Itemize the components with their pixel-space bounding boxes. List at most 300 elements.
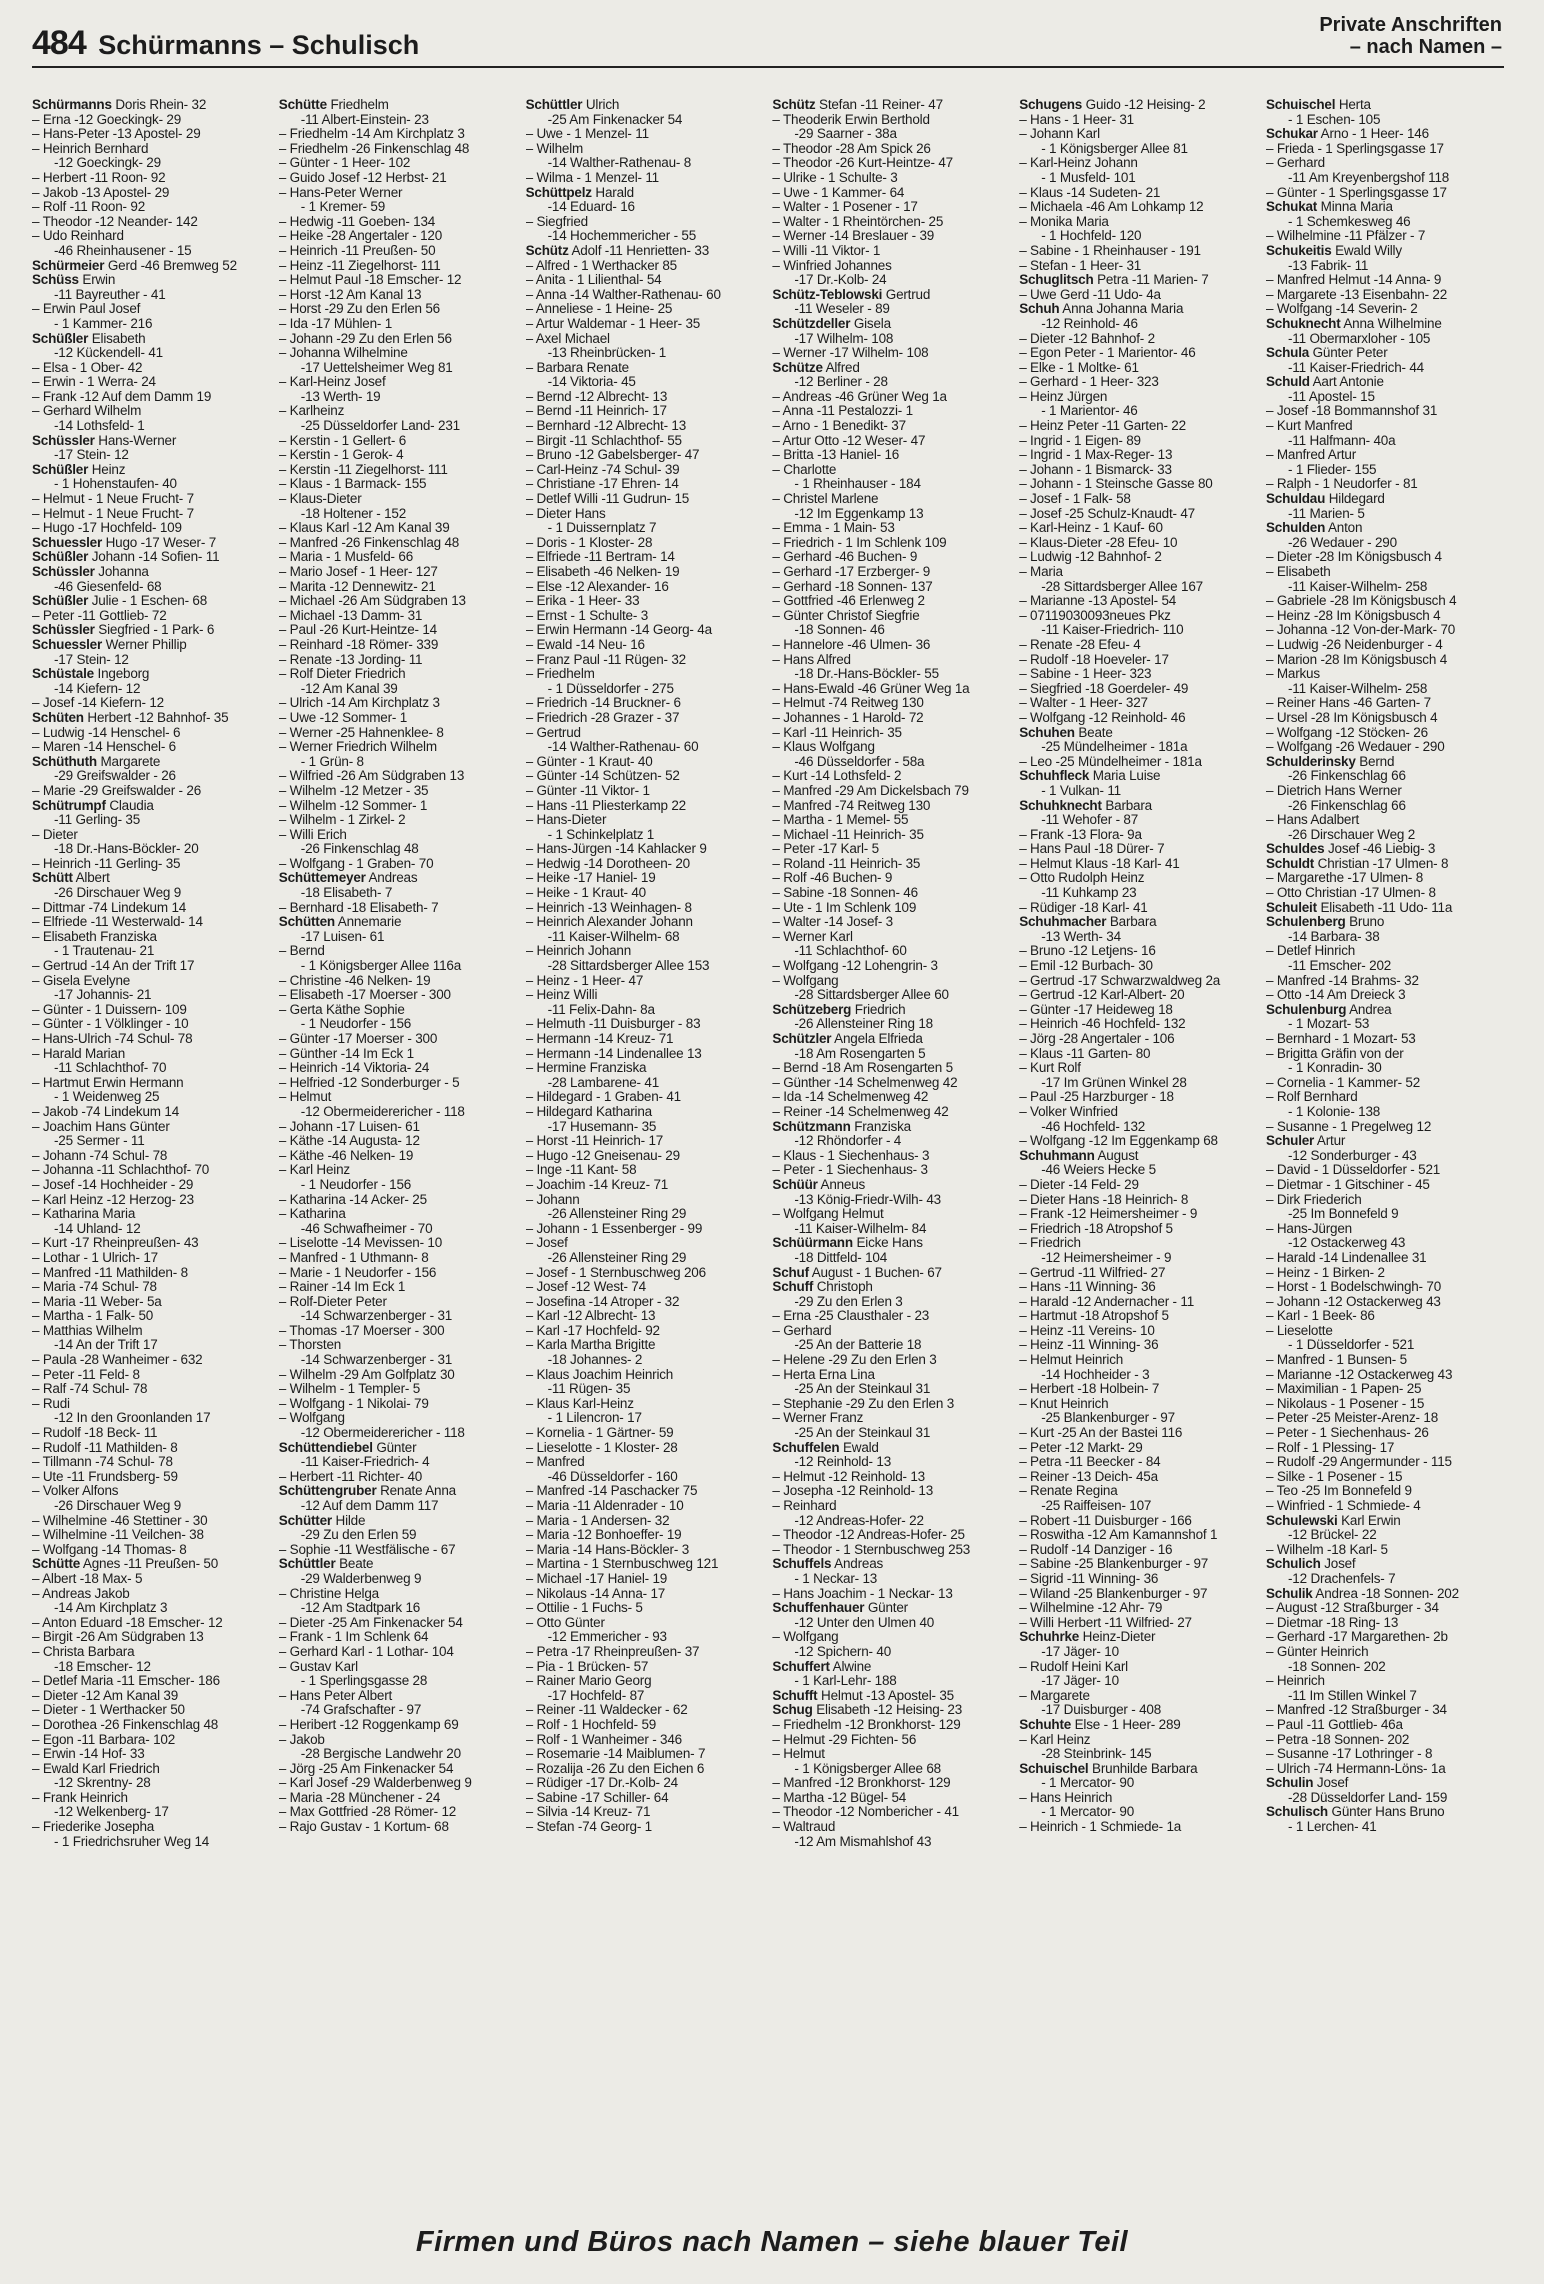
- entry-surname: Schütte: [32, 1557, 81, 1572]
- directory-entry: [1266, 1017, 1504, 1032]
- directory-entry: [1019, 259, 1257, 274]
- entry-surname: Schukar: [1265, 127, 1318, 142]
- directory-entry: [526, 1382, 764, 1397]
- directory-entry: [279, 1791, 517, 1806]
- directory-entry: [32, 1426, 270, 1441]
- directory-entry: [772, 1266, 1010, 1281]
- directory-entry: [526, 127, 764, 142]
- entry-text: – Ralf -74 Schul- 78: [32, 1382, 148, 1397]
- directory-entry: [772, 434, 1010, 449]
- entry-text: Heinz-Dieter: [1082, 1630, 1156, 1645]
- directory-entry: [1266, 390, 1504, 405]
- directory-entry: [279, 1353, 517, 1368]
- entry-text: – Rolf - 1 Hochfeld- 59: [525, 1717, 657, 1732]
- directory-entry: [1019, 273, 1257, 288]
- entry-text: – Ludwig -12 Bahnhof- 2: [1019, 550, 1162, 565]
- directory-entry: [279, 1499, 517, 1514]
- entry-text: -18 Dr.-Hans-Böckler- 55: [794, 667, 939, 682]
- directory-entry: [32, 565, 270, 580]
- entry-text: – Frank - 1 Im Schlenk 64: [278, 1630, 429, 1645]
- directory-entry: [772, 580, 1010, 595]
- entry-text: – Rolf-Dieter Peter: [278, 1294, 387, 1309]
- directory-entry: [1266, 1587, 1504, 1602]
- directory-entry: [32, 682, 270, 697]
- directory-entry: [772, 1733, 1010, 1748]
- directory-entry: [32, 244, 270, 259]
- directory-entry: [526, 1222, 764, 1237]
- entry-text: -12 Obermeiderericher - 118: [300, 1104, 465, 1119]
- entry-surname: Schüttler: [278, 1557, 336, 1572]
- entry-text: -12 Ostackerweg 43: [1287, 1236, 1406, 1251]
- entry-text: – Marianne -13 Apostel- 54: [1019, 594, 1177, 609]
- directory-entry: [32, 594, 270, 609]
- directory-entry: [1266, 784, 1504, 799]
- entry-text: – Josef -25 Schulz-Knaudt- 47: [1019, 506, 1195, 521]
- entry-text: – Detlef Willi -11 Gudrun- 15: [525, 492, 690, 507]
- directory-entry: [772, 974, 1010, 989]
- entry-text: – Marianne -12 Ostackerweg 43: [1265, 1367, 1453, 1382]
- directory-entry: [526, 390, 764, 405]
- directory-entry: [772, 1295, 1010, 1310]
- directory-entry: [772, 609, 1010, 624]
- entry-surname: Schulik: [1265, 1586, 1313, 1601]
- directory-entry: [1019, 1149, 1257, 1164]
- entry-text: – Christiane -17 Ehren- 14: [525, 477, 679, 492]
- directory-entry: [1019, 1587, 1257, 1602]
- entry-text: – Hans Heinrich: [1019, 1790, 1113, 1805]
- entry-text: – Joachim -14 Kreuz- 71: [525, 1177, 669, 1192]
- directory-entry: [1266, 1047, 1504, 1062]
- directory-entry: [772, 1514, 1010, 1529]
- directory-entry: [1266, 1762, 1504, 1777]
- entry-surname: Schuleit: [1265, 900, 1317, 915]
- directory-entry: [526, 799, 764, 814]
- directory-entry: [1266, 1236, 1504, 1251]
- entry-text: – Klaus -11 Garten- 80: [1019, 1046, 1151, 1061]
- entry-text: – Leo -25 Mündelheimer - 181a: [1019, 754, 1202, 769]
- entry-text: – Rozalija -26 Zu den Eichen 6: [525, 1761, 705, 1776]
- directory-entry: [32, 1047, 270, 1062]
- directory-entry: [1019, 1820, 1257, 1835]
- directory-entry: [1019, 1134, 1257, 1149]
- entry-text: – Klaus - 1 Siechenhaus- 3: [772, 1148, 930, 1163]
- entry-text: -12 In den Groonlanden 17: [54, 1411, 211, 1426]
- directory-entry: [32, 1149, 270, 1164]
- entry-text: – Dirk Friederich: [1265, 1192, 1362, 1207]
- entry-text: Barbara: [1109, 915, 1157, 930]
- entry-text: Anton: [1327, 521, 1363, 536]
- directory-entry: [32, 1280, 270, 1295]
- entry-text: – Wilhelm - 1 Zirkel- 2: [278, 813, 406, 828]
- entry-text: – Wolfgang Helmut: [772, 1207, 884, 1222]
- entry-text: -12 Sonderburger - 43: [1287, 1148, 1417, 1163]
- directory-entry: [1266, 1689, 1504, 1704]
- entry-text: Andreas: [368, 871, 418, 886]
- entry-text: – Harald -14 Lindenallee 31: [1265, 1250, 1427, 1265]
- entry-surname: Schuh: [1019, 302, 1060, 317]
- directory-entry: [772, 1703, 1010, 1718]
- entry-text: – Hans-Jürgen: [1265, 1221, 1352, 1236]
- entry-text: Friedrich: [854, 1002, 906, 1017]
- entry-text: Johanna: [98, 565, 149, 579]
- entry-text: – Theodor -12 Nombericher - 41: [772, 1805, 959, 1820]
- entry-text: – Günter -11 Viktor- 1: [525, 783, 650, 798]
- entry-text: – Britta -13 Haniel- 16: [772, 448, 900, 463]
- directory-entry: [279, 1718, 517, 1733]
- entry-text: – Rolf - 1 Wanheimer - 346: [525, 1732, 682, 1747]
- entry-text: – Axel Michael: [525, 331, 610, 346]
- entry-text: – Gerhard -17 Erzberger- 9: [772, 565, 931, 579]
- entry-text: Werner Phillip: [105, 637, 187, 652]
- directory-entry: [1019, 857, 1257, 872]
- entry-text: – Theodor - 1 Sternbuschweg 253: [772, 1542, 971, 1557]
- directory-entry: [526, 1309, 764, 1324]
- entry-text: Erwin: [82, 273, 116, 288]
- entry-text: Gisela: [853, 316, 891, 331]
- directory-entry: [526, 536, 764, 551]
- directory-entry: [1019, 1193, 1257, 1208]
- entry-text: – Otto -14 Am Dreieck 3: [1265, 988, 1406, 1003]
- directory-entry: [32, 434, 270, 449]
- entry-surname: Schüthuth: [32, 754, 97, 769]
- directory-entry: [32, 463, 270, 478]
- entry-text: – Manfred Helmut -14 Anna- 9: [1265, 273, 1442, 288]
- directory-entry: [526, 974, 764, 989]
- entry-text: - 1 Duissernplatz 7: [547, 521, 657, 536]
- directory-entry: [526, 1003, 764, 1018]
- entry-text: – Johanna Wilhelmine: [278, 346, 408, 361]
- directory-entry: [279, 1368, 517, 1383]
- entry-text: – Heinz - 1 Birken- 2: [1265, 1265, 1385, 1280]
- entry-text: Arno - 1 Heer- 146: [1320, 127, 1429, 142]
- directory-entry: [1266, 142, 1504, 157]
- entry-text: – Frank -12 Heimersheimer - 9: [1019, 1207, 1198, 1222]
- directory-entry: [1266, 302, 1504, 317]
- directory-entry: [526, 186, 764, 201]
- entry-text: -17 Johannis- 21: [54, 988, 152, 1003]
- directory-entry: [526, 1805, 764, 1820]
- directory-entry: [32, 1557, 270, 1572]
- directory-entry: [1266, 1572, 1504, 1587]
- directory-entry: [1019, 901, 1257, 916]
- entry-text: – Dieter -12 Bahnhof- 2: [1019, 331, 1155, 346]
- directory-entry: [526, 1660, 764, 1675]
- directory-entry: [32, 580, 270, 595]
- entry-text: – Wilhelm -18 Karl- 5: [1265, 1542, 1388, 1557]
- directory-entry: [32, 200, 270, 215]
- directory-entry: [279, 799, 517, 814]
- directory-entry: [279, 142, 517, 157]
- entry-text: -12 Rhöndorfer - 4: [794, 1134, 902, 1149]
- directory-entry: [526, 1514, 764, 1529]
- entry-text: – Hans Alfred: [772, 652, 851, 667]
- directory-entry: [1019, 229, 1257, 244]
- entry-text: – Volker Alfons: [32, 1484, 119, 1499]
- directory-entry: [526, 988, 764, 1003]
- entry-text: -14 Schwarzenberger - 31: [300, 1309, 453, 1324]
- directory-entry: [772, 1470, 1010, 1485]
- directory-entry: [32, 974, 270, 989]
- entry-text: – Wilhelmine -11 Pfälzer - 7: [1265, 229, 1426, 244]
- directory-entry: [1266, 156, 1504, 171]
- directory-entry: [279, 930, 517, 945]
- directory-entry: [279, 273, 517, 288]
- entry-text: – Maria -74 Schul- 78: [32, 1280, 157, 1295]
- directory-entry: [1019, 1236, 1257, 1251]
- entry-text: – Stefan -74 Georg- 1: [525, 1820, 652, 1835]
- section-subtitle: – nach Namen –: [1349, 36, 1502, 58]
- entry-surname: Schürmanns: [32, 98, 112, 112]
- entry-text: – Erwin Paul Josef: [32, 302, 141, 317]
- entry-text: – Elisabeth -17 Moerser - 300: [278, 988, 451, 1003]
- entry-text: – Rudolf -29 Angermunder - 115: [1265, 1455, 1452, 1470]
- directory-entry: [1266, 200, 1504, 215]
- entry-text: – Gerhard - 1 Heer- 323: [1019, 375, 1159, 390]
- directory-entry: [279, 901, 517, 916]
- directory-entry: [1019, 1791, 1257, 1806]
- entry-text: – Johanna -12 Von-der-Mark- 70: [1265, 623, 1456, 638]
- directory-entry: [1266, 346, 1504, 361]
- directory-entry: [279, 1776, 517, 1791]
- directory-entry: [1266, 653, 1504, 668]
- entry-text: – Hans -11 Winning- 36: [1019, 1280, 1156, 1295]
- entry-text: – Sabine -17 Schiller- 64: [525, 1790, 669, 1805]
- directory-entry: [32, 1120, 270, 1135]
- directory-entry: [1266, 1149, 1504, 1164]
- directory-entry: [32, 769, 270, 784]
- entry-text: Brunhilde Barbara: [1092, 1761, 1198, 1776]
- entry-text: – Johann -29 Zu den Erlen 56: [278, 331, 452, 346]
- entry-surname: Schuldau: [1265, 492, 1326, 507]
- entry-text: Josef: [1316, 1776, 1349, 1791]
- entry-surname: Schütte: [278, 98, 327, 112]
- entry-text: -13 Fabrik- 11: [1287, 258, 1369, 273]
- entry-text: – Helfried -12 Sonderburger - 5: [278, 1075, 460, 1090]
- directory-entry: [526, 682, 764, 697]
- entry-text: – Elisabeth Franziska: [32, 929, 157, 944]
- directory-entry: [1019, 1280, 1257, 1295]
- directory-entry: [1019, 959, 1257, 974]
- entry-text: – Theodor -28 Am Spick 26: [772, 141, 931, 156]
- directory-column: [279, 98, 517, 2202]
- directory-entry: [1019, 1411, 1257, 1426]
- entry-text: – Christa Barbara: [32, 1644, 135, 1659]
- entry-text: – Manfred -14 Paschacker 75: [525, 1484, 698, 1499]
- entry-text: – Manfred -12 Straßburger - 34: [1265, 1703, 1447, 1718]
- entry-text: – Erika - 1 Heer- 33: [525, 594, 640, 609]
- directory-entry: [1266, 1076, 1504, 1091]
- directory-entry: [1266, 1295, 1504, 1310]
- entry-text: – Elsa - 1 Ober- 42: [32, 360, 143, 375]
- entry-text: -26 Finkenschlag 66: [1287, 798, 1406, 813]
- directory-entry: [279, 1251, 517, 1266]
- entry-text: - 1 Mozart- 53: [1287, 1017, 1370, 1032]
- entry-text: – Hans-Dieter: [525, 813, 607, 828]
- directory-entry: [1266, 1630, 1504, 1645]
- entry-text: Annemarie: [337, 915, 402, 930]
- entry-text: - 1 Eschen- 105: [1287, 112, 1381, 127]
- directory-entry: [1019, 1747, 1257, 1762]
- entry-text: Karl Erwin: [1341, 1513, 1401, 1528]
- directory-entry: [526, 828, 764, 843]
- directory-entry: [1019, 1484, 1257, 1499]
- directory-entry: [279, 1587, 517, 1602]
- directory-entry: [1266, 98, 1504, 113]
- entry-text: - 1 Grün- 8: [300, 754, 364, 769]
- directory-entry: [1266, 726, 1504, 741]
- directory-entry: [772, 1660, 1010, 1675]
- entry-text: – Lieselotte - 1 Kloster- 28: [525, 1440, 678, 1455]
- entry-text: – Jörg -25 Am Finkenacker 54: [278, 1761, 454, 1776]
- directory-entry: [526, 1207, 764, 1222]
- directory-entry: [32, 1236, 270, 1251]
- directory-entry: [772, 477, 1010, 492]
- directory-entry: [772, 1557, 1010, 1572]
- directory-entry: [1019, 1368, 1257, 1383]
- directory-entry: [772, 390, 1010, 405]
- directory-entry: [772, 740, 1010, 755]
- directory-entry: [279, 1820, 517, 1835]
- entry-text: – Brigitta Gräfin von der: [1265, 1046, 1404, 1061]
- entry-surname: Schuler: [1265, 1134, 1315, 1149]
- entry-surname: Schug: [772, 1703, 813, 1718]
- entry-text: – Heinz -11 Ziegelhorst- 111: [278, 258, 441, 273]
- entry-surname: Schuld: [1265, 375, 1310, 390]
- directory-entry: [32, 1528, 270, 1543]
- entry-text: – Helmuth -11 Duisburger - 83: [525, 1017, 701, 1032]
- directory-entry: [1019, 127, 1257, 142]
- directory-entry: [526, 1397, 764, 1412]
- directory-entry: [279, 463, 517, 478]
- entry-text: – Frank -13 Flora- 9a: [1019, 827, 1142, 842]
- entry-text: Günter: [867, 1601, 908, 1616]
- entry-text: – Günter - 1 Heer- 102: [278, 156, 411, 171]
- directory-entry: [772, 1251, 1010, 1266]
- directory-entry: [1019, 1528, 1257, 1543]
- directory-entry: [1266, 1353, 1504, 1368]
- entry-text: – Karl - 1 Beek- 86: [1265, 1309, 1375, 1324]
- directory-entry: [772, 302, 1010, 317]
- entry-text: – Lieselotte: [1265, 1323, 1333, 1338]
- entry-text: – Manfred -26 Finkenschlag 48: [278, 535, 460, 550]
- entry-text: – Herbert -18 Holbein- 7: [1019, 1382, 1160, 1397]
- directory-entry: [32, 259, 270, 274]
- entry-text: -11 Kaiser-Friedrich- 4: [300, 1455, 430, 1470]
- entry-text: -26 Dirschauer Weg 2: [1287, 827, 1416, 842]
- entry-text: Heinz: [91, 462, 126, 477]
- entry-text: – Petra -17 Rheinpreußen- 37: [525, 1644, 700, 1659]
- entry-text: – Bernd: [278, 944, 325, 959]
- directory-entry: [1266, 1309, 1504, 1324]
- directory-entry: [526, 638, 764, 653]
- entry-text: – Willi Erich: [278, 827, 347, 842]
- directory-entry: [1266, 857, 1504, 872]
- entry-text: – Emma - 1 Main- 53: [772, 521, 895, 536]
- entry-text: – Rolf -46 Buchen- 9: [772, 871, 893, 886]
- entry-text: -28 Sittardsberger Allee 167: [1041, 579, 1203, 594]
- directory-entry: [1019, 1003, 1257, 1018]
- entry-text: – Friedhelm -26 Finkenschlag 48: [278, 141, 470, 156]
- entry-text: – Maximilian - 1 Papen- 25: [1265, 1382, 1422, 1397]
- entry-text: – Frank Heinrich: [32, 1790, 128, 1805]
- directory-entry: [279, 696, 517, 711]
- entry-text: August - 1 Buchen- 67: [811, 1265, 942, 1280]
- entry-text: -18 Johannes- 2: [547, 1353, 643, 1368]
- entry-text: Beate: [339, 1557, 374, 1572]
- directory-entry: [32, 1572, 270, 1587]
- directory-entry: [1266, 842, 1504, 857]
- entry-text: Elisabeth -11 Udo- 11a: [1320, 900, 1453, 915]
- entry-text: -46 Düsseldorfer - 58a: [794, 754, 925, 769]
- directory-entry: [279, 507, 517, 522]
- entry-surname: Schuldt: [1265, 856, 1315, 871]
- directory-entry: [526, 1120, 764, 1135]
- directory-entry: [1019, 1470, 1257, 1485]
- entry-text: – Dieter Hans: [525, 506, 606, 521]
- directory-entry: [526, 1791, 764, 1806]
- entry-text: – Wilhelmine -46 Stettiner - 30: [32, 1513, 208, 1528]
- entry-text: Aart Antonie: [1312, 375, 1384, 390]
- entry-surname: Schüßler: [32, 462, 89, 477]
- entry-text: – Otto Rudolph Heinz: [1019, 871, 1145, 886]
- directory-entry: [32, 1076, 270, 1091]
- directory-entry: [32, 1645, 270, 1660]
- directory-entry: [1019, 1426, 1257, 1441]
- directory-entry: [1019, 1572, 1257, 1587]
- entry-surname: Schütz: [525, 243, 569, 258]
- entry-text: Alfred: [825, 360, 860, 375]
- directory-entry: [526, 1762, 764, 1777]
- directory-entry: [772, 1543, 1010, 1558]
- entry-text: -28 Düsseldorfer Land- 159: [1287, 1790, 1448, 1805]
- directory-entry: [772, 1426, 1010, 1441]
- entry-text: – Herbert -11 Richter- 40: [278, 1469, 423, 1484]
- entry-text: – Paul -25 Harzburger - 18: [1019, 1090, 1174, 1105]
- entry-text: – Werner Friedrich Wilhelm: [278, 740, 437, 755]
- entry-text: – Hermine Franziska: [525, 1061, 647, 1076]
- directory-entry: [772, 1455, 1010, 1470]
- entry-text: – Ursel -28 Im Königsbusch 4: [1265, 710, 1438, 725]
- entry-text: – Manfred -74 Reitweg 130: [772, 798, 931, 813]
- directory-entry: [526, 1251, 764, 1266]
- directory-entry: [279, 813, 517, 828]
- directory-entry: [772, 959, 1010, 974]
- directory-entry: [279, 215, 517, 230]
- directory-entry: [1019, 784, 1257, 799]
- directory-entry: [772, 1411, 1010, 1426]
- directory-entry: [772, 1718, 1010, 1733]
- directory-entry: [32, 1747, 270, 1762]
- entry-text: – Otto Christian -17 Ulmen- 8: [1265, 886, 1436, 901]
- entry-text: – Nikolaus -14 Anna- 17: [525, 1586, 666, 1601]
- directory-entry: [1019, 638, 1257, 653]
- directory-entry: [772, 1324, 1010, 1339]
- entry-text: - 1 Friedrichsruher Weg 14: [54, 1834, 210, 1849]
- directory-entry: [279, 302, 517, 317]
- directory-column: [772, 98, 1010, 2202]
- directory-entry: [279, 988, 517, 1003]
- entry-text: – Dieter -25 Am Finkenacker 54: [278, 1615, 463, 1630]
- entry-text: – Bernd -12 Albrecht- 13: [525, 389, 668, 404]
- directory-entry: [1019, 1499, 1257, 1514]
- entry-text: – Heinrich -11 Preußen- 50: [278, 243, 436, 258]
- entry-text: -11 Wehofer - 87: [1041, 813, 1139, 828]
- entry-text: – Wolfgang -12 Lohengrin- 3: [772, 959, 938, 974]
- directory-entry: [32, 229, 270, 244]
- entry-text: Else - 1 Heer- 289: [1074, 1717, 1181, 1732]
- directory-entry: [1266, 1718, 1504, 1733]
- directory-entry: [1019, 171, 1257, 186]
